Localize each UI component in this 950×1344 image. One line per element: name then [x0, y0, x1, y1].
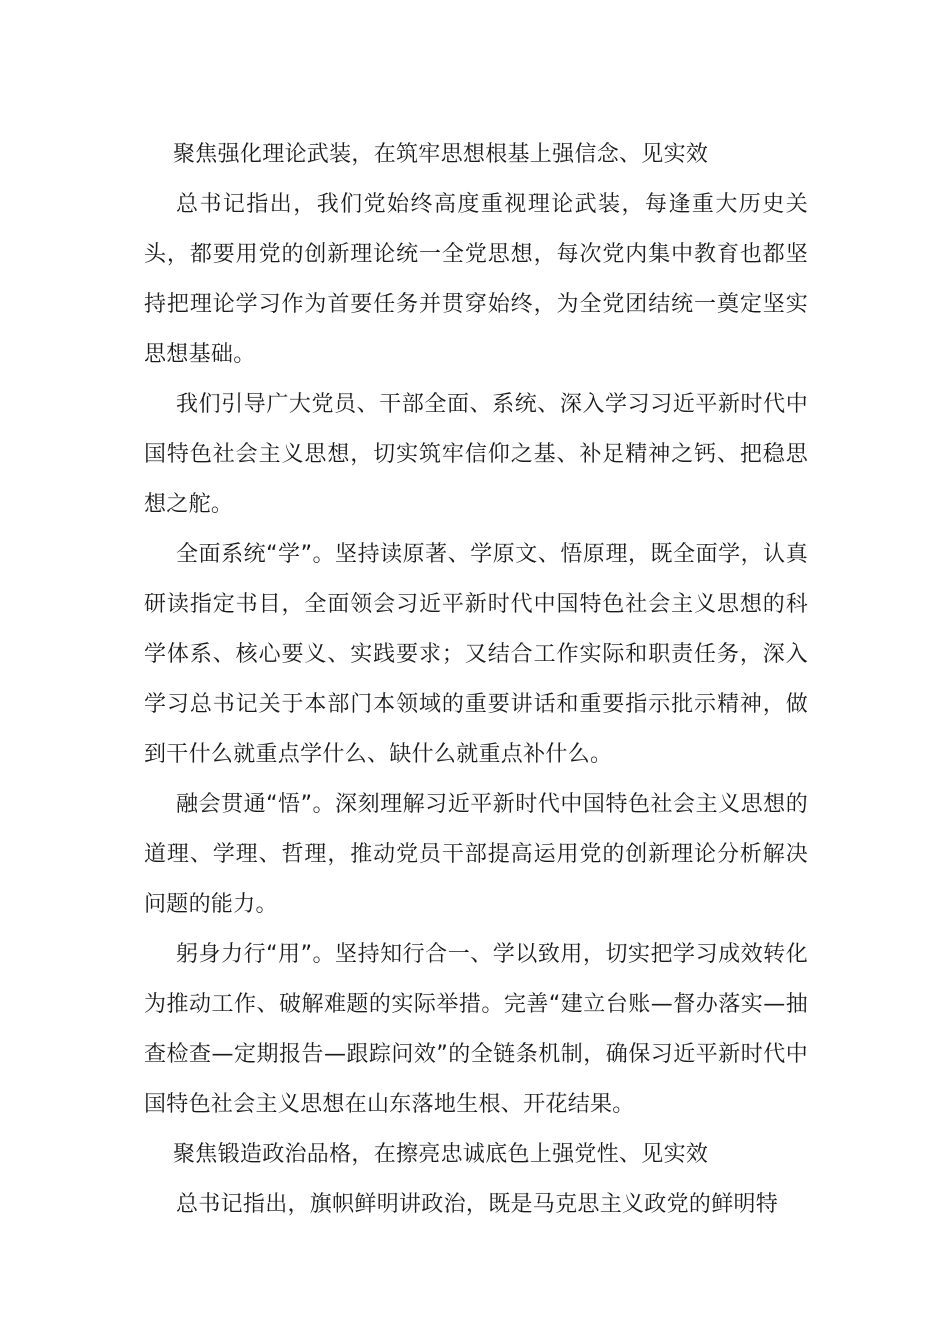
paragraph-1: 总书记指出，我们党始终高度重视理论武装，每逢重大历史关头，都要用党的创新理论统一全党思想，每次党内集中教育也都坚持把理论学习作为首要任务并贯穿始终，为全党团结统一奠定坚实思想基础。: [144, 192, 808, 367]
document-body: [144, 130, 808, 1230]
paragraph-2: 我们引导广大党员、干部全面、系统、深入学习习近平新时代中国特色社会主义思想，切实筑牢信仰之基、补足精神之钙、把稳思想之舵。: [144, 392, 808, 517]
paragraph-6: 总书记指出，旗帜鲜明讲政治，既是马克思主义政党的鲜明特: [176, 1192, 779, 1217]
section-heading-2: 聚焦锻造政治品格，在擦亮忠诚底色上强党性、见实效: [173, 1142, 709, 1167]
paragraph-5: 躬身力行“用”。坚持知行合一、学以致用，切实把学习成效转化为推动工作、破解难题的实际举措。完善“建立台账—督办落实—抽查检查—定期报告—跟踪问效”的全链条机制，确保习近平新时代中国特色社会主义思想在山东落地生根、开花结果。: [144, 942, 808, 1117]
paragraph-4: 融会贯通“悟”。深刻理解习近平新时代中国特色社会主义思想的道理、学理、哲理，推动党员干部提高运用党的创新理论分析解决问题的能力。: [144, 792, 808, 917]
paragraph-3: 全面系统“学”。坚持读原著、学原文、悟原理，既全面学，认真研读指定书目，全面领会习近平新时代中国特色社会主义思想的科学体系、核心要义、实践要求；又结合工作实际和职责任务，深入学习总书记关于本部门本领域的重要讲话和重要指示批示精神，做到干什么就重点学什么、缺什么就重点补什么。: [144, 542, 808, 767]
section-heading-1: 聚焦强化理论武装，在筑牢思想根基上强信念、见实效: [173, 142, 709, 167]
